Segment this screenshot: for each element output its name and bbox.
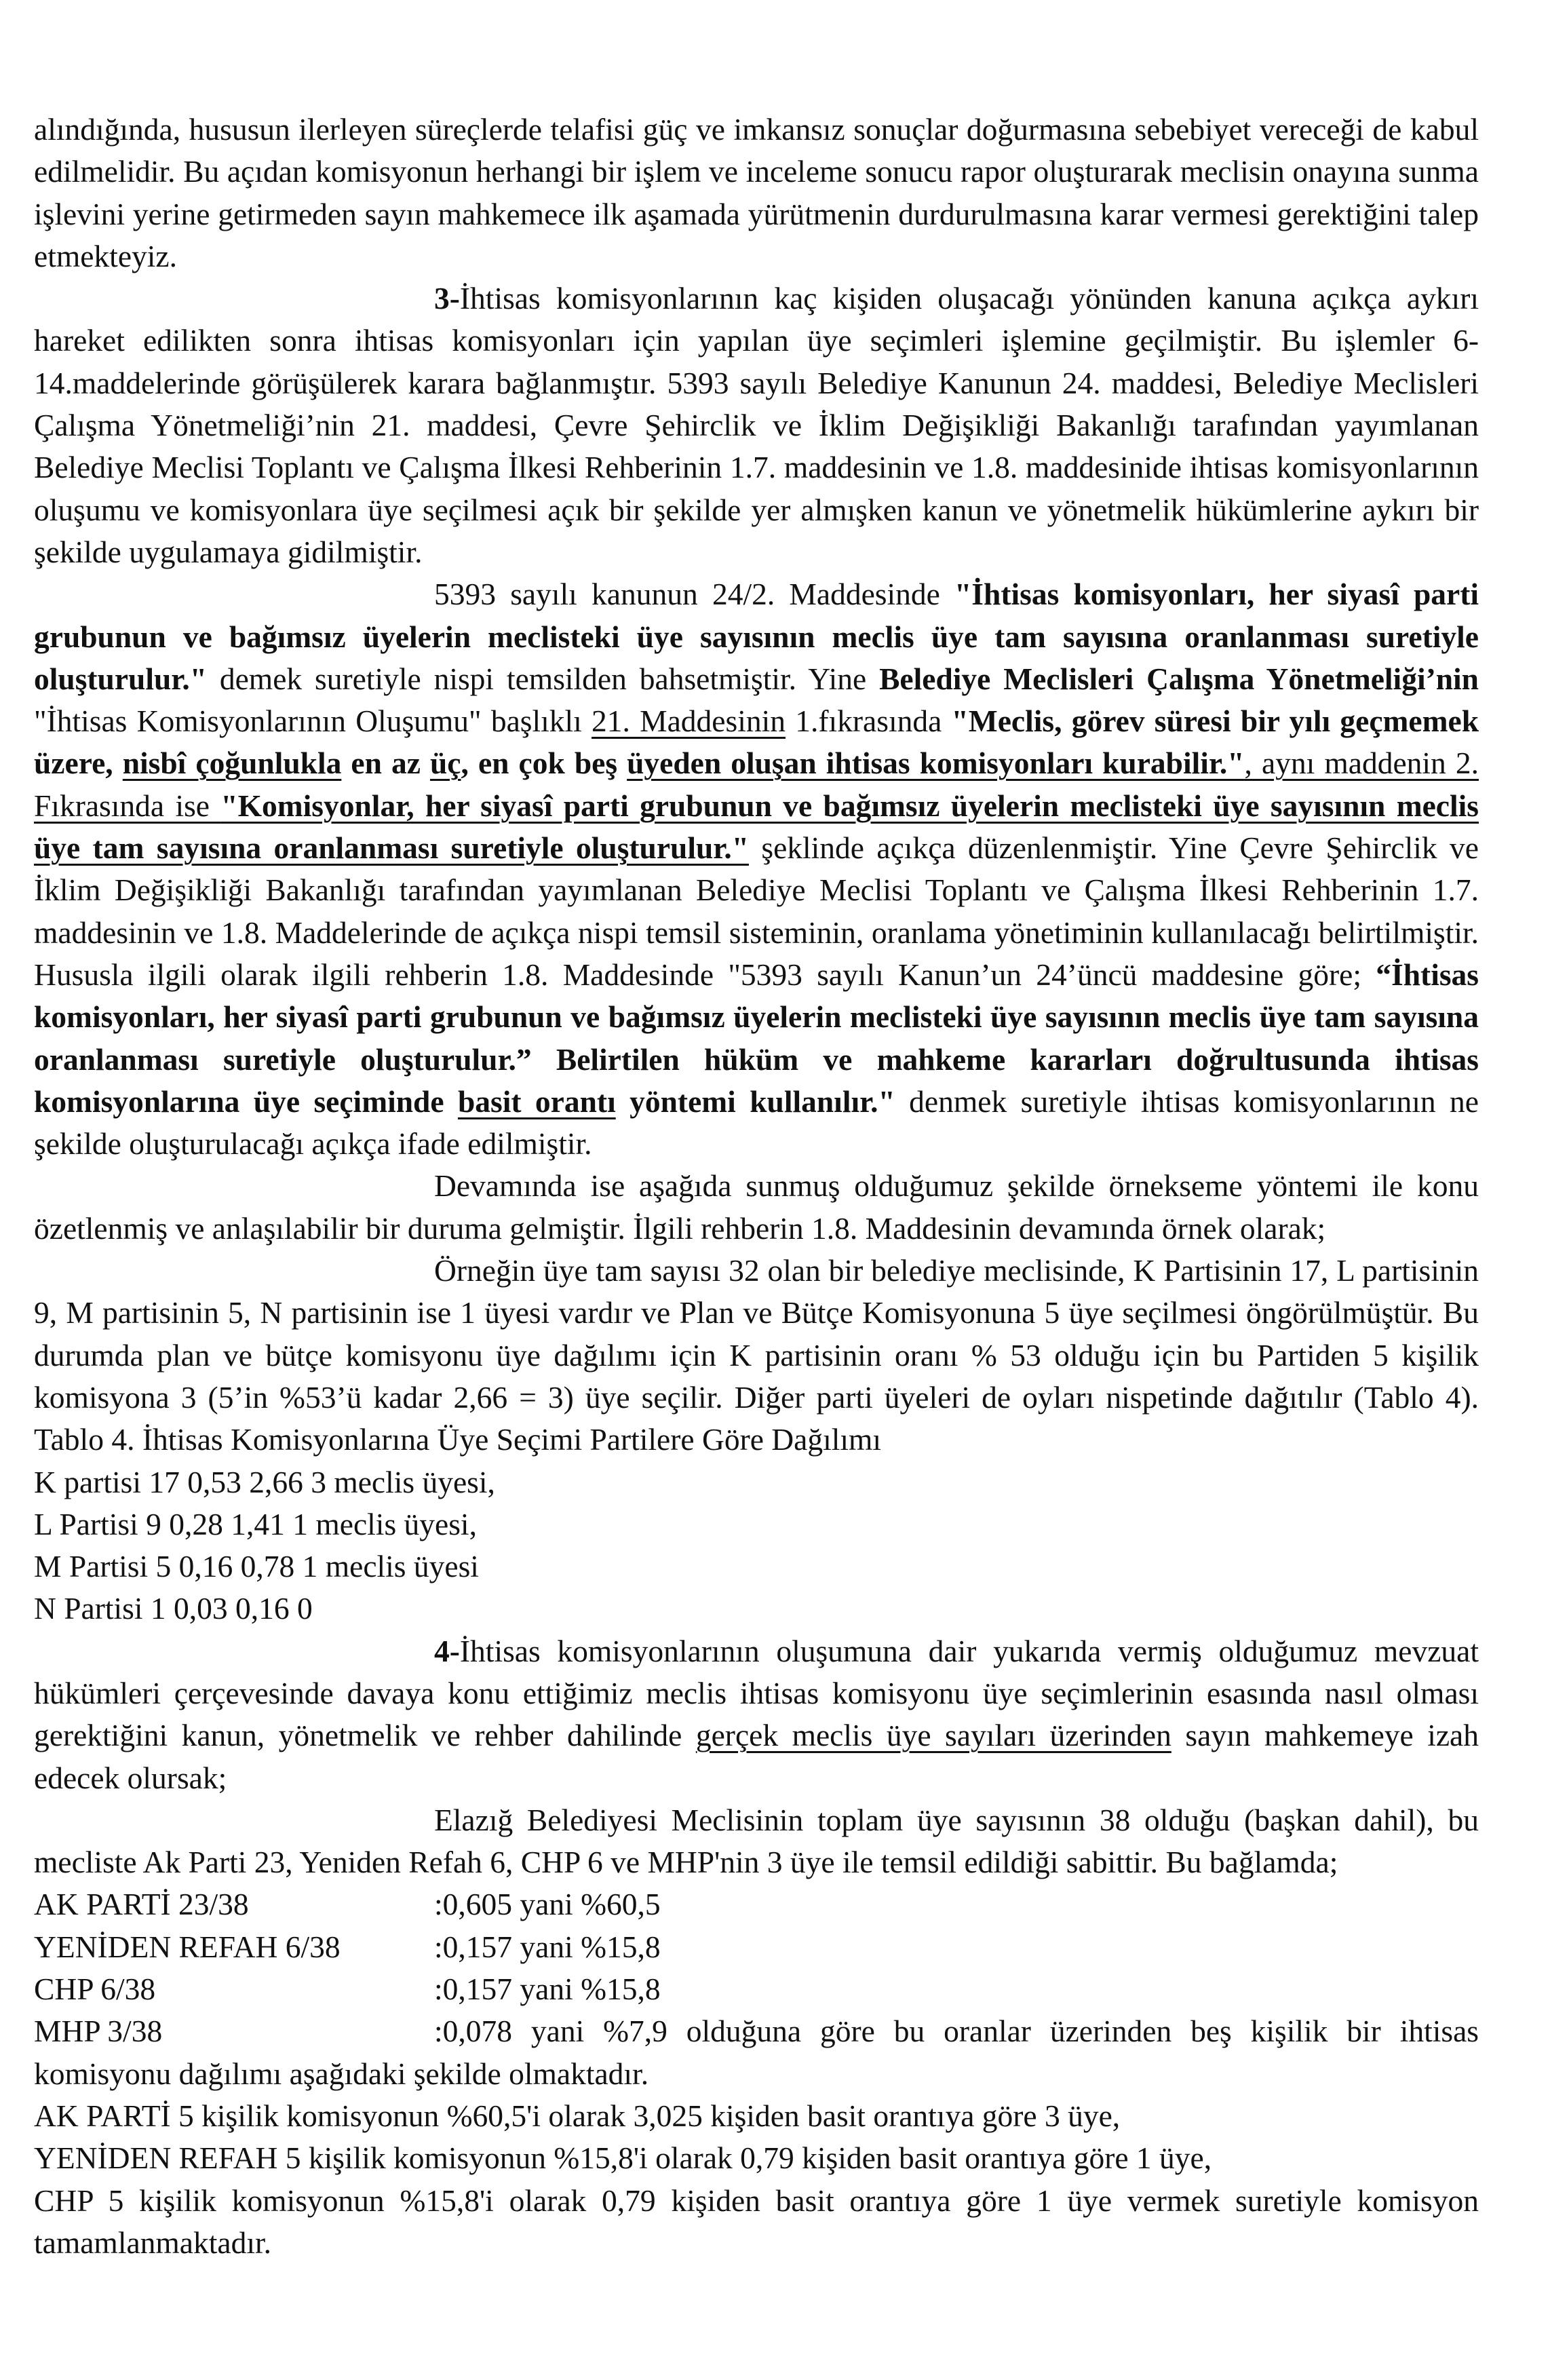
item-number-3: 3- — [434, 281, 460, 316]
item-number-4: 4- — [434, 1633, 460, 1668]
regulation-quote-1a: "Meclis, görev süresi bir yılı geçmemek üzere, — [34, 704, 1479, 781]
document-page — [34, 109, 1479, 2264]
article-21-ref: 21. Maddesinin — [592, 704, 786, 739]
item-4-tail: sayın mahkemeye izah edecek olursak; — [34, 1718, 1479, 1795]
guideline-conclusion: denmek suretiyle ihtisas komisyonlarının ne şekilde oluşturulacağı açıkça ifade edilmiştir. — [34, 1083, 1479, 1162]
regulation-quote-2: "Komisyonlar, her siyasî parti grubunun ve bağımsız üyelerin meclisteki üye sayısının meclis üye tam sayısına oranlanması suretiyle oluşturulur." — [34, 788, 1479, 866]
ratio-value: :0,605 yani %60,5 — [434, 1887, 661, 1922]
ratio-label: MHP 3/38 — [34, 2014, 163, 2049]
paragraph-item-4 — [34, 1630, 1479, 1799]
law-5393-lead: 5393 sayılı kanunun 24/2. Maddesinde — [434, 577, 955, 612]
regulation-title: Belediye Meclisleri Çalışma Yönetmeliği’nin — [879, 661, 1479, 696]
simple-ratio-term: basit orantı — [457, 1083, 616, 1119]
ratio-row-mhp — [34, 2010, 1479, 2095]
table-row: L Partisi 9 0,28 1,41 1 meclis üyesi, — [34, 1506, 477, 1541]
ratio-row — [34, 1883, 1479, 1925]
example-table — [34, 1461, 1479, 1630]
guideline-text: şeklinde açıkça düzenlenmiştir. Yine Çevre Şehirclik ve İklim Değişikliği Bakanlığı tarafından yayımlanan Belediye Meclisi Toplantı ve Çalışma İlkesi Rehberinin 1.7. maddesinin ve 1.8. Maddelerinde de açıkça nispi temsil sisteminin, oranlama yönetiminin kullanılacağı belirtilmiştir. Hususla ilgili olarak ilgili rehberin 1.8. Maddesinde "5393 sayılı Kanun’un 24’üncü maddesine göre; — [34, 830, 1479, 992]
item-4-text: İhtisas komisyonlarının oluşumuna dair yukarıda vermiş olduğumuz mevzuat hükümleri çerçevesinde davaya konu ettiğimiz meclis ihtisas komisyonu üye seçimlerinin esasında nasıl olması gerektiğini kanun, yönetmelik ve rehber dahilinde — [34, 1633, 1479, 1753]
law-5393-text-2: "İhtisas Komisyonlarının Oluşumu" başlıklı — [34, 704, 592, 739]
ratio-value: :0,078 yani %7,9 olduğuna göre bu oranlar üzerinden beş kişilik bir ihtisas komisyonu dağılımı aşağıdaki şekilde olmaktadır. — [34, 2014, 1479, 2091]
paragraph-ref-1: 1.fıkrasında — [786, 704, 952, 739]
paragraph-example: Örneğin üye tam sayısı 32 olan bir belediye meclisinde, K Partisinin 17, L partisinin 9, M partisinin 5, N partisinin ise 1 üyesi vardır ve Plan ve Bütçe Komisyonuna 5 üye seçilmesi öngörülmüştür. Bu durumda plan ve bütçe komisyonu üye dağılımı için K partisinin oranı % 53 olduğu için bu Partiden 5 kişilik komisyona 3 (5’in %53’ü kadar 2,66 = 3) üye seçilir. Diğer parti üyeleri de oyları nispetinde dağıtılır (Tablo 4). Tablo 4. İhtisas Komisyonlarına Üye Seçimi Partilere Göre Dağılımı — [34, 1253, 1479, 1457]
regulation-quote-1d: üyeden oluşan ihtisas komisyonları kurabilir." — [627, 746, 1245, 781]
table-row: M Partisi 5 0,16 0,78 1 meclis üyesi — [34, 1549, 479, 1584]
regulation-quote-1c: , en çok beş — [461, 746, 627, 781]
table-row: N Partisi 1 0,03 0,16 0 — [34, 1591, 313, 1626]
paragraph-item-3 — [34, 277, 1479, 573]
paragraph-example-intro: Devamında ise aşağıda sunmuş olduğumuz şekilde örnekseme yöntemi ile konu özetlenmiş ve anlaşılabilir bir duruma gelmiştir. İlgili rehberin 1.8. Maddesinin devamında örnek olarak; — [34, 1168, 1479, 1246]
closing-line: YENİDEN REFAH 5 kişilik komisyonun %15,8'i olarak 0,79 kişiden basit orantıya göre 1 üye, — [34, 2141, 1212, 2176]
closing-line: CHP 5 kişilik komisyonun %15,8'i olarak 0,79 kişiden basit orantıya göre 1 üye vermek suretiyle komisyon tamamlanmaktadır. — [34, 2183, 1479, 2260]
regulation-quote-three: üç — [430, 746, 461, 781]
ratio-row — [34, 1968, 1479, 2010]
ratio-value: :0,157 yani %15,8 — [434, 1972, 661, 2007]
guideline-quote-end: yöntemi kullanılır." — [615, 1083, 895, 1119]
ratio-label: YENİDEN REFAH 6/38 — [34, 1929, 341, 1964]
regulation-quote-majority: nisbî çoğunlukla — [122, 746, 342, 781]
paragraph-law-5393 — [34, 573, 1479, 1165]
table-row: K partisi 17 0,53 2,66 3 meclis üyesi, — [34, 1464, 495, 1499]
paragraph-elazig: Elazığ Belediyesi Meclisinin toplam üye sayısının 38 olduğu (başkan dahil), bu mecliste Ak Parti 23, Yeniden Refah 6, CHP 6 ve MHP'nin 3 üye ile temsil edildiği sabittir. Bu bağlamda; — [34, 1802, 1479, 1880]
guideline-quote: “İhtisas komisyonları, her siyasî parti grubunun ve bağımsız üyelerin meclisteki üye sayısının meclis üye tam sayısına oranlanması suretiyle oluşturulur.” Belirtilen hüküm ve mahkeme kararları doğrultusunda ihtisas komisyonlarına üye seçiminde — [34, 957, 1479, 1119]
ratio-label: CHP 6/38 — [34, 1972, 156, 2007]
ratio-list — [34, 1883, 1479, 2010]
law-5393-quote: "İhtisas komisyonları, her siyasî parti grubunun ve bağımsız üyelerin meclisteki üye sayısının meclis üye tam sayısına oranlanması suretiyle oluşturulur." — [34, 577, 1479, 696]
ratio-row — [34, 1926, 1479, 1968]
item-4-emphasis: gerçek meclis üye sayıları üzerinden — [695, 1718, 1171, 1753]
ratio-label: AK PARTİ 23/38 — [34, 1887, 249, 1922]
regulation-quote-1b: en az — [341, 746, 430, 781]
closing-line: AK PARTİ 5 kişilik komisyonun %60,5'i olarak 3,025 kişiden basit orantıya göre 3 üye, — [34, 2098, 1121, 2133]
ratio-value: :0,157 yani %15,8 — [434, 1929, 661, 1964]
law-5393-text-1: demek suretiyle nispi temsilden bahsetmiştir. Yine — [206, 661, 880, 696]
paragraph-intro: alındığında, hususun ilerleyen süreçlerde telafisi güç ve imkansız sonuçlar doğurmasına sebebiyet vereceği de kabul edilmelidir. Bu açıdan komisyonun herhangi bir işlem ve inceleme sonucu rapor oluşturarak meclisin onayına sunma işlevini yerine getirmeden sayın mahkemece ilk aşamada yürütmenin durdurulmasına karar vermesi gerektiğini talep etmekteyiz. — [34, 112, 1479, 273]
item-3-text: İhtisas komisyonlarının kaç kişiden oluşacağı yönünden kanuna açıkça aykırı hareket edilikten sonra ihtisas komisyonları için yapılan üye seçimleri işlemine geçilmiştir. Bu işlemler 6-14.maddelerinde görüşülerek karara bağlanmıştır. 5393 sayılı Belediye Kanunun 24. maddesi, Belediye Meclisleri Çalışma Yönetmeliği’nin 21. maddesi, Çevre Şehirclik ve İklim Değişikliği Bakanlığı tarafından yayımlanan Belediye Meclisi Toplantı ve Çalışma İlkesi Rehberinin 1.7. maddesinin ve 1.8. maddesinide ihtisas komisyonlarının oluşumu ve komisyonlara üye seçilmesi açık bir şekilde yer almışken kanun ve yönetmelik hükümlerine aykırı bir şekilde uygulamaya gidilmiştir. — [34, 281, 1479, 569]
paragraph-ref-2: , aynı maddenin 2. Fıkrasında ise — [34, 746, 1479, 823]
